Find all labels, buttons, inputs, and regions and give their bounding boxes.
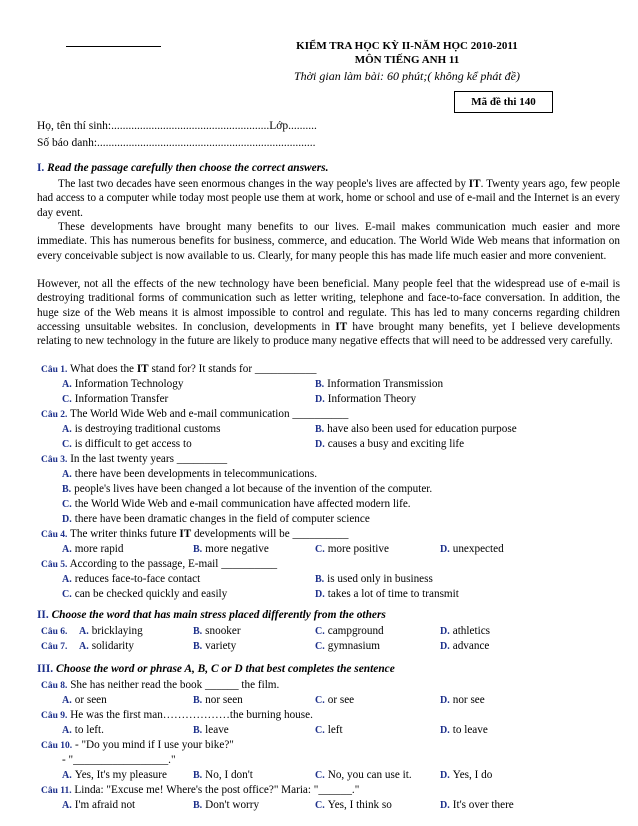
q4-option-b[interactable] xyxy=(193,542,269,557)
question-text: The writer thinks future xyxy=(70,528,180,540)
question-text: In the last twenty years _________ xyxy=(70,453,228,465)
exam-code: Mã đề thi 140 xyxy=(471,96,536,108)
question-number: Câu 7. xyxy=(41,642,68,652)
question-number: Câu 3. xyxy=(41,455,68,465)
q7-option-d[interactable] xyxy=(440,639,489,654)
student-name-line: Họ, tên thí sinh:.......................................................Lớp.......... xyxy=(37,120,317,132)
section-2-number: II. xyxy=(37,609,49,621)
q6-option-c[interactable] xyxy=(315,624,384,639)
q6-option-a[interactable] xyxy=(79,624,143,639)
passage-text: However, not all the effects of the new technology have been beneficial. Many people feel that the widespread use of e-mail is destroying traditional forms of communication such as letter writing, telephone and face-to-face conversation. In addition, the huge size of the Web means it is almost impossible to control and regulate. This has led to many concerns regarding children accessing unsuitable websites. In conclusion, developments in xyxy=(37,278,620,333)
option-letter: D. xyxy=(440,626,450,637)
option-text: No, you can use it. xyxy=(327,769,412,781)
q3-option-d[interactable] xyxy=(62,512,370,527)
exam-time: Thời gian làm bài: 60 phút;( không kể phát đề) xyxy=(293,69,521,83)
option-letter: C. xyxy=(315,800,325,811)
option-letter: B. xyxy=(62,484,72,495)
question-number: Câu 4. xyxy=(41,530,68,540)
passage-text: The last two decades have seen enormous changes in the way people's lives are affected by xyxy=(58,178,469,190)
q5-option-a[interactable] xyxy=(62,572,200,587)
passage-text: have brought many benefits, yet I believe developments relating to new technology in the future are likely to produce many negative effects that will need to be addressed very carefully. xyxy=(37,320,620,348)
question-number: Câu 9. xyxy=(41,711,68,721)
question-number: Câu 11. xyxy=(41,786,72,796)
option-text: athletics xyxy=(452,625,491,637)
option-letter: C. xyxy=(315,725,325,736)
q4-option-d[interactable] xyxy=(440,542,504,557)
question-2 xyxy=(41,407,348,422)
q8-option-d[interactable] xyxy=(440,693,485,708)
question-text: Linda: "Excuse me! Where's the post office?" Maria: "______." xyxy=(74,784,360,796)
header-rule xyxy=(66,46,161,47)
option-letter: B. xyxy=(193,800,203,811)
section-1-title: Read the passage carefully then choose the correct answers. xyxy=(47,162,329,174)
question-10-reply: - "_________________." xyxy=(62,754,176,766)
q11-option-b[interactable] xyxy=(193,798,259,813)
q9-option-d[interactable] xyxy=(440,723,488,738)
q11-option-c[interactable] xyxy=(315,798,392,813)
section-3-number: III. xyxy=(37,663,54,675)
option-text: to leave xyxy=(452,724,488,736)
question-number: Câu 1. xyxy=(41,365,68,375)
question-9 xyxy=(41,708,313,723)
option-text: can be checked quickly and easily xyxy=(74,588,228,600)
option-letter: B. xyxy=(193,725,203,736)
q2-option-a[interactable] xyxy=(62,422,220,437)
option-letter: B. xyxy=(193,544,203,555)
option-letter: A. xyxy=(62,725,72,736)
q7-option-a[interactable] xyxy=(79,639,134,654)
option-text: nor see xyxy=(452,694,485,706)
passage-paragraph-3 xyxy=(37,277,620,348)
option-text: causes a busy and exciting life xyxy=(327,438,465,450)
option-letter: A. xyxy=(62,424,72,435)
q10-option-d[interactable] xyxy=(440,768,492,783)
option-text: left xyxy=(327,724,343,736)
option-text: Yes, It's my pleasure xyxy=(74,769,167,781)
section-2-heading xyxy=(37,609,386,621)
passage-paragraph-1 xyxy=(37,177,620,220)
section-3-heading xyxy=(37,663,395,675)
option-letter: A. xyxy=(79,641,89,652)
passage-it: IT xyxy=(468,178,481,190)
q11-option-d[interactable] xyxy=(440,798,514,813)
question-text: According to the passage, E-mail __________ xyxy=(69,558,278,570)
question-number: Câu 10. xyxy=(41,741,73,751)
option-letter: D. xyxy=(62,514,72,525)
option-letter: A. xyxy=(62,695,72,706)
question-text-bold: IT xyxy=(179,528,192,540)
q5-option-c[interactable] xyxy=(62,587,227,602)
q9-option-c[interactable] xyxy=(315,723,343,738)
option-text: variety xyxy=(205,640,237,652)
question-text: He was the first man………………the burning house. xyxy=(70,709,313,721)
option-letter: D. xyxy=(440,695,450,706)
option-text: I'm afraid not xyxy=(74,799,136,811)
q9-option-a[interactable] xyxy=(62,723,104,738)
exam-title: KIỂM TRA HỌC KỲ II-NĂM HỌC 2010-2011 xyxy=(296,40,518,52)
q5-option-b[interactable] xyxy=(315,572,433,587)
student-id-line: Số báo danh:............................................................................ xyxy=(37,137,316,149)
option-text: solidarity xyxy=(91,640,134,652)
q4-option-a[interactable] xyxy=(62,542,124,557)
option-text: there have been dramatic changes in the field of computer science xyxy=(74,513,370,525)
passage-it: IT xyxy=(335,320,348,333)
option-text: leave xyxy=(205,724,229,736)
question-7 xyxy=(41,639,67,654)
option-text: or seen xyxy=(74,694,107,706)
q7-option-c[interactable] xyxy=(315,639,380,654)
option-letter: D. xyxy=(315,589,325,600)
q8-option-a[interactable] xyxy=(62,693,107,708)
option-text: is destroying traditional customs xyxy=(74,423,221,435)
option-text: No, I don't xyxy=(205,769,253,781)
q9-option-b[interactable] xyxy=(193,723,229,738)
q2-option-c[interactable] xyxy=(62,437,192,452)
option-text: Information Transmission xyxy=(327,378,444,390)
q6-option-b[interactable] xyxy=(193,624,241,639)
q3-option-c[interactable] xyxy=(62,497,411,512)
q2-option-d[interactable] xyxy=(315,437,464,452)
q4-option-c[interactable] xyxy=(315,542,389,557)
option-text: takes a lot of time to transmit xyxy=(327,588,459,600)
question-10 xyxy=(41,738,234,753)
option-letter: D. xyxy=(440,641,450,652)
passage-paragraph-2: These developments have brought many benefits to our lives. E-mail makes communication much easier and more immediate. This has numerous benefits for business, commerce, and education. The World Wide Web means that information on every conceivable subject is now available to us. Clearly, for many people this has made life much easier and more convenient. xyxy=(37,221,620,262)
option-letter: B. xyxy=(315,424,325,435)
option-text: unexpected xyxy=(452,543,504,555)
question-number: Câu 2. xyxy=(41,410,68,420)
question-3 xyxy=(41,452,227,467)
option-text: is used only in business xyxy=(327,573,433,585)
question-number: Câu 5. xyxy=(41,560,68,570)
q2-option-b[interactable] xyxy=(315,422,517,437)
question-8 xyxy=(41,678,279,693)
question-11 xyxy=(41,783,359,798)
option-letter: D. xyxy=(440,725,450,736)
option-letter: D. xyxy=(440,770,450,781)
option-text: Yes, I do xyxy=(452,769,493,781)
option-letter: C. xyxy=(315,626,325,637)
option-text: bricklaying xyxy=(91,625,143,637)
section-1-heading xyxy=(37,162,328,174)
option-letter: A. xyxy=(79,626,89,637)
option-letter: D. xyxy=(440,544,450,555)
option-text: more negative xyxy=(205,543,269,555)
option-letter: B. xyxy=(193,695,203,706)
option-text: Information Theory xyxy=(327,393,417,405)
passage-text: . Twenty years ago, few people had access to a computer while today most people use them at work, home or school and use of e-mail and the Internet is an every day event. xyxy=(37,178,620,219)
option-text: there have been developments in telecommunications. xyxy=(74,468,318,480)
question-text: She has neither read the book ______ the film. xyxy=(70,679,280,691)
option-letter: D. xyxy=(315,439,325,450)
option-letter: B. xyxy=(193,626,203,637)
q3-option-b[interactable] xyxy=(62,482,432,497)
option-text: campground xyxy=(327,625,384,637)
option-letter: D. xyxy=(440,800,450,811)
option-text: gymnasium xyxy=(327,640,380,652)
option-text: more rapid xyxy=(74,543,124,555)
q1-option-d[interactable] xyxy=(315,392,416,407)
q1-option-a[interactable] xyxy=(62,377,183,392)
question-text: developments will be __________ xyxy=(191,528,349,540)
question-number: Câu 6. xyxy=(41,627,68,637)
option-text: It's over there xyxy=(452,799,514,811)
option-letter: A. xyxy=(62,574,72,585)
option-letter: C. xyxy=(315,695,325,706)
q6-option-d[interactable] xyxy=(440,624,490,639)
section-2-title: Choose the word that has main stress placed differently from the others xyxy=(51,609,386,621)
q10-option-a[interactable] xyxy=(62,768,167,783)
option-text: the World Wide Web and e-mail communication have affected modern life. xyxy=(74,498,411,510)
option-letter: B. xyxy=(193,770,203,781)
option-text: Information Technology xyxy=(74,378,184,390)
option-letter: A. xyxy=(62,544,72,555)
q7-option-b[interactable] xyxy=(193,639,236,654)
option-letter: B. xyxy=(315,574,325,585)
option-text: is difficult to get access to xyxy=(74,438,192,450)
option-text: or see xyxy=(327,694,355,706)
option-text: people's lives have been changed a lot because of the invention of the computer. xyxy=(74,483,433,495)
option-letter: A. xyxy=(62,770,72,781)
question-text: stand for? It stands for ___________ xyxy=(148,363,317,375)
question-text: The World Wide Web and e-mail communication __________ xyxy=(70,408,349,420)
option-letter: C. xyxy=(62,589,72,600)
q8-option-b[interactable] xyxy=(193,693,243,708)
option-letter: A. xyxy=(62,800,72,811)
question-6 xyxy=(41,624,67,639)
question-5 xyxy=(41,557,277,572)
option-letter: A. xyxy=(62,379,72,390)
q8-option-c[interactable] xyxy=(315,693,354,708)
q1-option-b[interactable] xyxy=(315,377,443,392)
option-letter: C. xyxy=(315,641,325,652)
option-text: advance xyxy=(452,640,490,652)
option-letter: B. xyxy=(315,379,325,390)
option-text: to left. xyxy=(74,724,104,736)
option-letter: C. xyxy=(62,394,72,405)
q5-option-d[interactable] xyxy=(315,587,459,602)
option-text: reduces face-to-face contact xyxy=(74,573,201,585)
q10-option-b[interactable] xyxy=(193,768,253,783)
option-text: snooker xyxy=(205,625,241,637)
q10-option-c[interactable] xyxy=(315,768,412,783)
option-text: Yes, I think so xyxy=(327,799,392,811)
section-3-title: Choose the word or phrase A, B, C or D that best completes the sentence xyxy=(56,663,395,675)
option-text: more positive xyxy=(327,543,389,555)
question-1 xyxy=(41,362,316,377)
option-letter: C. xyxy=(315,544,325,555)
option-letter: A. xyxy=(62,469,72,480)
question-4 xyxy=(41,527,348,542)
option-text: nor seen xyxy=(205,694,243,706)
exam-subject: MÔN TIẾNG ANH 11 xyxy=(354,54,460,66)
q3-option-a[interactable] xyxy=(62,467,317,482)
option-text: have also been used for education purpose xyxy=(327,423,517,435)
question-text-bold: IT xyxy=(136,363,149,375)
exam-code-box xyxy=(454,91,553,113)
option-text: Don't worry xyxy=(205,799,260,811)
q1-option-c[interactable] xyxy=(62,392,168,407)
q11-option-a[interactable] xyxy=(62,798,135,813)
question-text: - "Do you mind if I use your bike?" xyxy=(74,739,234,751)
option-letter: C. xyxy=(62,439,72,450)
section-1-number: I. xyxy=(37,162,45,174)
option-text: Information Transfer xyxy=(74,393,169,405)
question-text: What does the xyxy=(70,363,137,375)
option-letter: B. xyxy=(193,641,203,652)
question-number: Câu 8. xyxy=(41,681,68,691)
option-letter: D. xyxy=(315,394,325,405)
option-letter: C. xyxy=(315,770,325,781)
option-letter: C. xyxy=(62,499,72,510)
